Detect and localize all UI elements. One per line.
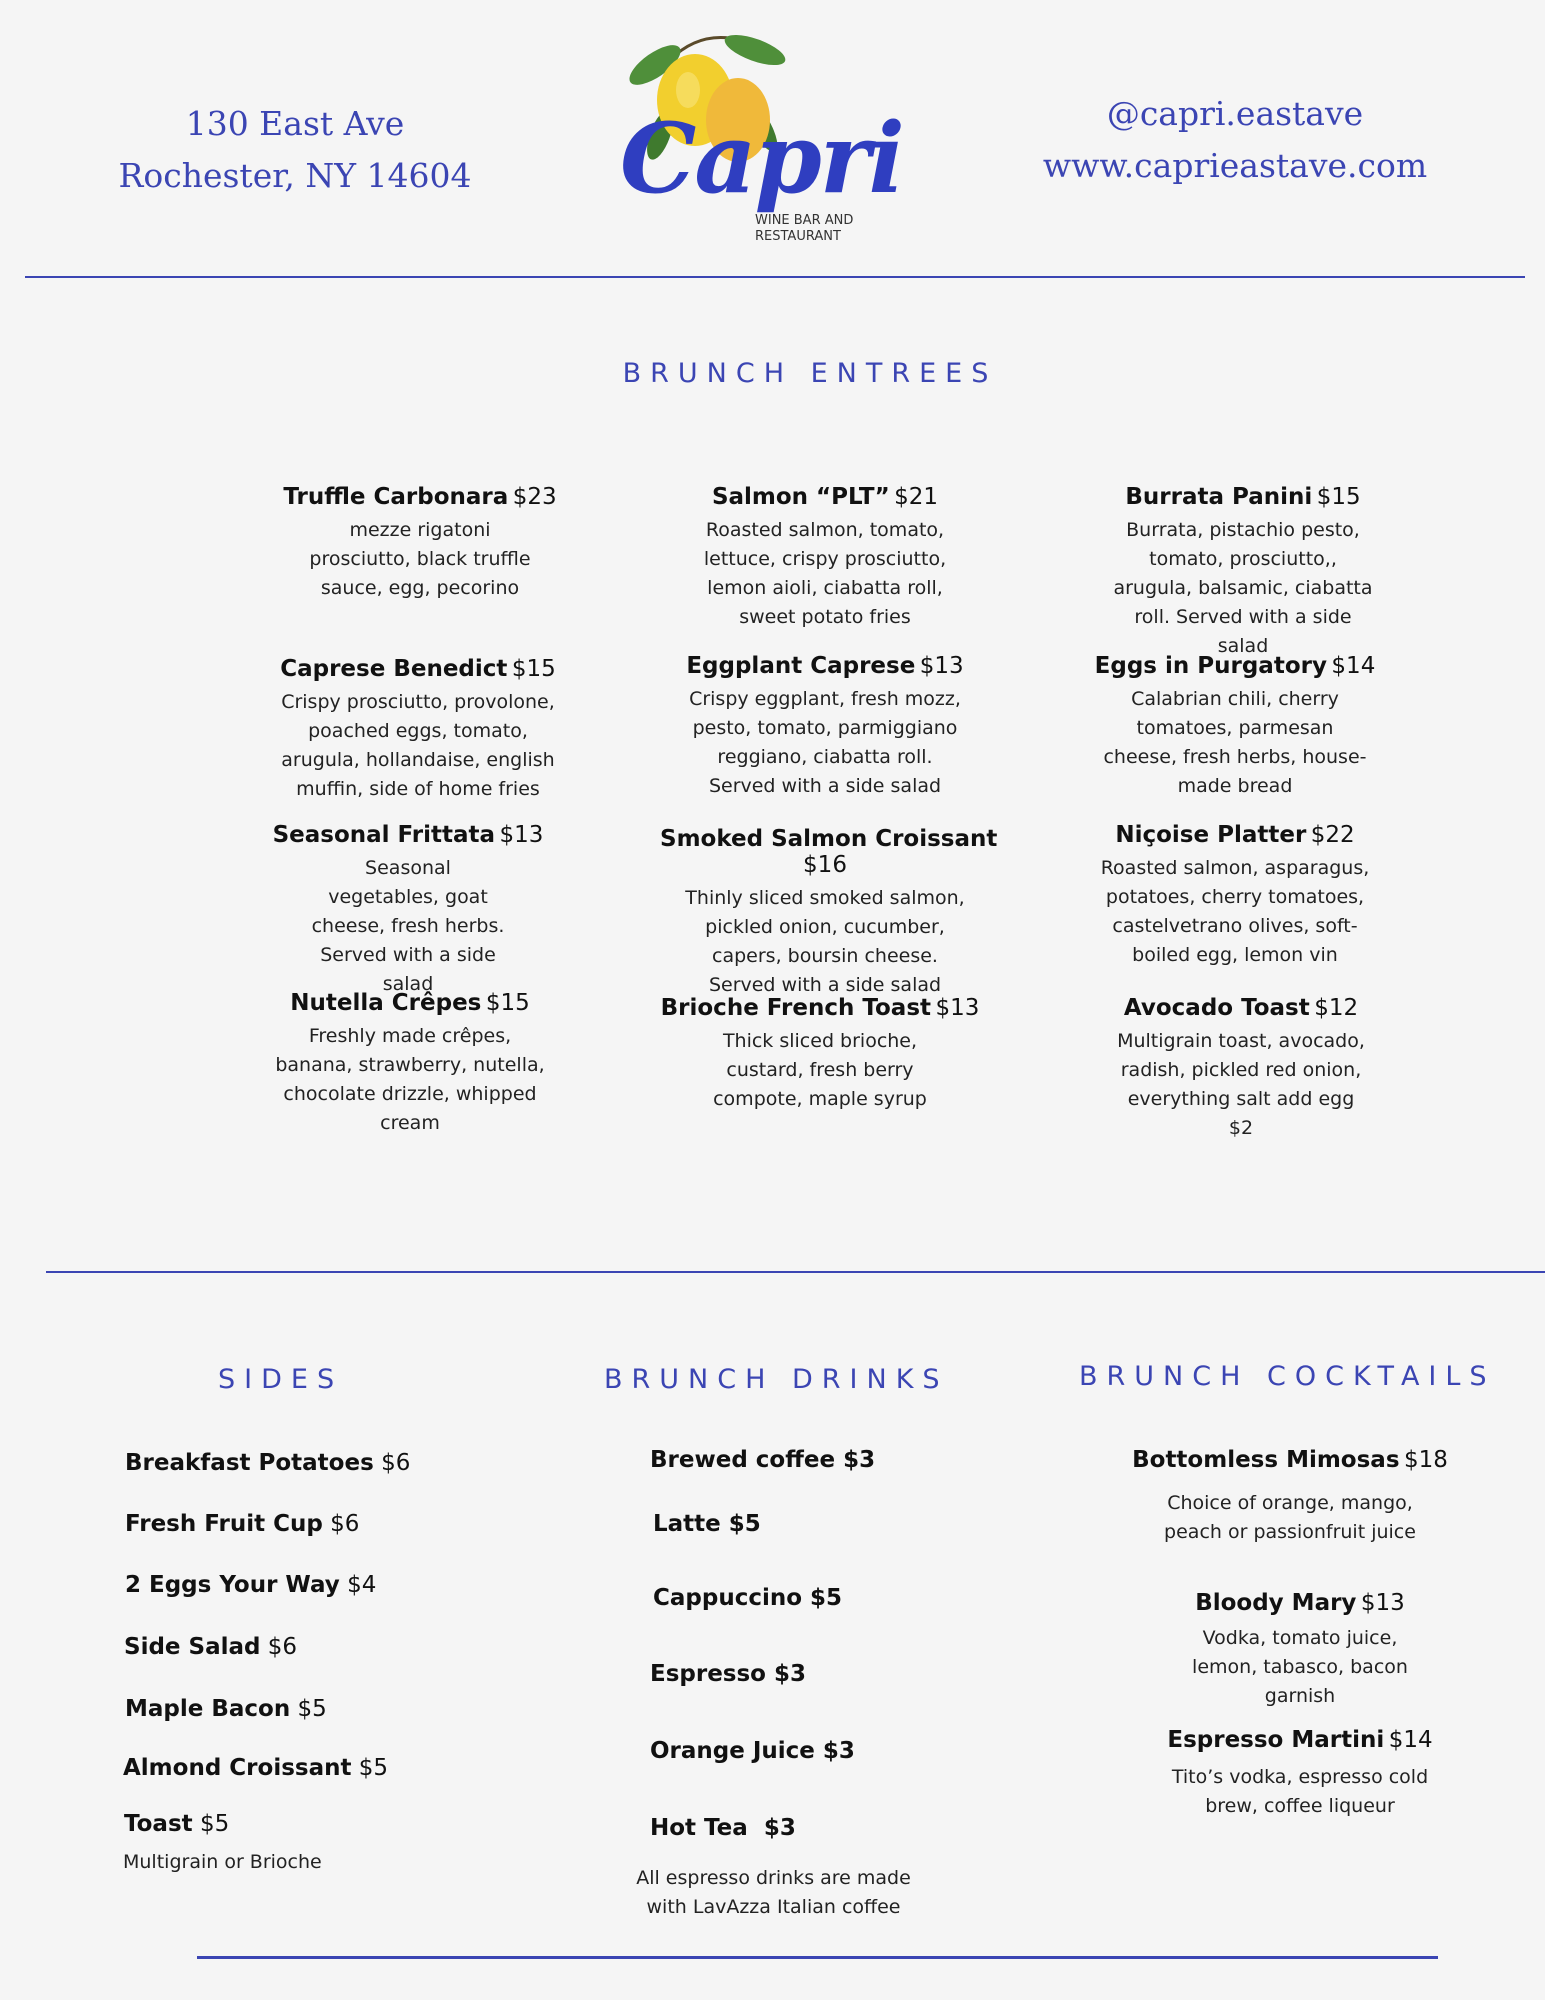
entree-name: Niçoise Platter <box>1115 822 1307 848</box>
entree-price: $16 <box>803 852 847 878</box>
entree-name: Brioche French Toast <box>660 995 932 1021</box>
entree-desc: mezze rigatoni prosciutto, black truffle sauce, egg, pecorino <box>309 519 531 599</box>
cocktail-price: $13 <box>1360 1590 1405 1616</box>
address-line-2: Rochester, NY 14604 <box>118 156 472 195</box>
entree-eggplant-caprese <box>660 653 990 801</box>
drink-item <box>650 1815 796 1841</box>
capri-logo <box>600 20 903 270</box>
entree-name: Salmon “PLT” <box>711 484 890 510</box>
social-handle[interactable]: @capri.eastave <box>1106 94 1364 133</box>
entree-desc: Roasted salmon, tomato, lettuce, crispy prosciutto, lemon aioli, ciabatta roll, sweet potato fries <box>703 519 947 628</box>
drink-name: Espresso $3 <box>650 1661 807 1687</box>
side-name: Side Salad <box>124 1634 261 1660</box>
address-line-1: 130 East Ave <box>185 104 405 143</box>
entree-nicoise-platter <box>1070 822 1400 970</box>
entree-brioche-french-toast <box>655 995 985 1114</box>
entree-eggs-in-purgatory <box>1070 653 1400 801</box>
entree-smoked-salmon-croissant <box>660 826 998 1000</box>
entree-price: $23 <box>512 484 557 510</box>
entree-desc: Roasted salmon, asparagus, potatoes, cherry tomatoes, castelvetrano olives, soft-boiled egg, lemon vin <box>1100 857 1370 966</box>
entree-name: Eggs in Purgatory <box>1094 653 1327 679</box>
cocktail-price: $14 <box>1388 1727 1433 1753</box>
entree-name: Avocado Toast <box>1123 995 1310 1021</box>
logo-tagline-line-2: RESTAURANT <box>755 229 841 244</box>
drink-item <box>650 1447 875 1473</box>
entree-price: $15 <box>511 656 556 682</box>
entree-price: $13 <box>935 995 980 1021</box>
entree-name: Seasonal Frittata <box>272 822 496 848</box>
toast-note: Multigrain or Brioche <box>123 1851 322 1873</box>
entree-desc: Calabrian chili, cherry tomatoes, parmesan cheese, fresh herbs, house-made bread <box>1103 688 1367 797</box>
cocktail-bottomless-mimosas <box>1130 1447 1450 1547</box>
entrees-title: BRUNCH ENTREES <box>622 358 998 389</box>
entree-caprese-benedict <box>253 656 583 804</box>
drink-name: Latte $5 <box>653 1511 761 1537</box>
side-item <box>124 1634 297 1660</box>
side-item <box>125 1511 359 1537</box>
entree-name: Smoked Salmon Croissant <box>660 826 998 852</box>
entree-price: $13 <box>499 822 544 848</box>
side-item <box>123 1755 388 1781</box>
drink-name: Hot Tea $3 <box>650 1815 796 1841</box>
side-item <box>125 1696 327 1722</box>
entree-truffle-carbonara <box>255 484 585 603</box>
cocktail-price: $18 <box>1403 1447 1448 1473</box>
drink-name: Brewed coffee $3 <box>650 1447 876 1473</box>
cocktail-name: Bottomless Mimosas <box>1132 1447 1400 1473</box>
entree-nutella-crepes <box>245 990 575 1138</box>
entree-price: $14 <box>1331 653 1376 679</box>
entree-name: Caprese Benedict <box>280 656 508 682</box>
entree-name: Nutella Crêpes <box>290 990 482 1016</box>
side-item <box>124 1811 229 1837</box>
entree-desc: Crispy prosciutto, provolone, poached eggs, tomato, arugula, hollandaise, english muffin, side of home fries <box>281 691 555 800</box>
drink-item <box>653 1585 842 1611</box>
entrees-divider <box>46 1271 1545 1273</box>
side-name: Fresh Fruit Cup <box>125 1511 323 1537</box>
entree-avocado-toast <box>1076 995 1406 1143</box>
espresso-note: All espresso drinks are made with LavAzza Italian coffee <box>636 1867 911 1918</box>
entree-price: $22 <box>1310 822 1355 848</box>
drink-item <box>650 1661 806 1687</box>
entree-desc: Thick sliced brioche, custard, fresh berry compote, maple syrup <box>713 1030 927 1110</box>
side-item <box>125 1572 376 1598</box>
entree-name: Eggplant Caprese <box>686 653 916 679</box>
side-price: $5 <box>358 1755 389 1781</box>
header-divider <box>25 276 1525 278</box>
logo-script: Capri <box>620 102 903 215</box>
side-price: $5 <box>199 1811 230 1837</box>
side-name: Breakfast Potatoes <box>125 1450 374 1476</box>
drink-item <box>653 1511 761 1537</box>
side-price: $5 <box>297 1696 327 1722</box>
entree-desc: Burrata, pistachio pesto, tomato, prosciutto,, arugula, balsamic, ciabatta roll. Served with a side salad <box>1113 519 1373 657</box>
cocktail-desc: Vodka, tomato juice, lemon, tabasco, bacon garnish <box>1192 1627 1408 1707</box>
logo-tagline-line-1: WINE BAR AND <box>755 213 854 228</box>
entree-name: Burrata Panini <box>1125 484 1313 510</box>
website-link[interactable]: www.caprieastave.com <box>1042 146 1428 185</box>
entree-price: $15 <box>1316 484 1361 510</box>
entree-name: Truffle Carbonara <box>283 484 509 510</box>
side-name: 2 Eggs Your Way <box>125 1572 340 1598</box>
cocktail-bloody-mary <box>1140 1590 1460 1711</box>
entree-price: $21 <box>894 484 939 510</box>
side-name: Maple Bacon <box>125 1696 291 1722</box>
side-price: $4 <box>347 1572 377 1598</box>
side-price: $6 <box>330 1511 360 1537</box>
drinks-title: BRUNCH DRINKS <box>604 1364 949 1395</box>
footer-divider <box>197 1956 1438 1959</box>
cocktails-title: BRUNCH COCKTAILS <box>1079 1361 1496 1392</box>
side-price: $6 <box>381 1450 411 1476</box>
entree-desc: Thinly sliced smoked salmon, pickled onion, cucumber, capers, boursin cheese. Served with a side salad <box>685 887 965 996</box>
contact <box>1015 88 1455 192</box>
entree-price: $13 <box>919 653 964 679</box>
cocktail-name: Espresso Martini <box>1167 1727 1385 1753</box>
cocktail-espresso-martini <box>1140 1727 1460 1821</box>
side-price: $6 <box>267 1634 298 1660</box>
logo-tagline <box>755 213 853 245</box>
entree-burrata-panini <box>1078 484 1408 661</box>
entree-desc: Crispy eggplant, fresh mozz, pesto, tomato, parmiggiano reggiano, ciabatta roll. Served with a side salad <box>689 688 961 797</box>
side-name: Toast <box>124 1811 193 1837</box>
drink-item <box>650 1738 855 1764</box>
sides-title: SIDES <box>218 1364 344 1395</box>
cocktail-desc: Tito’s vodka, espresso cold brew, coffee liqueur <box>1171 1766 1429 1817</box>
address <box>75 98 515 202</box>
entree-desc: Seasonal vegetables, goat cheese, fresh herbs. Served with a side salad <box>311 857 505 995</box>
cocktail-desc: Choice of orange, mango, peach or passionfruit juice <box>1164 1492 1416 1543</box>
entree-desc: Freshly made crêpes, banana, strawberry, nutella, chocolate drizzle, whipped cream <box>275 1025 545 1134</box>
side-name: Almond Croissant <box>123 1755 352 1781</box>
cocktail-name: Bloody Mary <box>1195 1590 1357 1616</box>
drink-name: Orange Juice $3 <box>650 1738 855 1764</box>
drink-name: Cappuccino $5 <box>653 1585 843 1611</box>
entree-desc: Multigrain toast, avocado, radish, pickled red onion, everything salt add egg $2 <box>1117 1030 1365 1139</box>
entree-price: $12 <box>1314 995 1359 1021</box>
entree-salmon-plt <box>660 484 990 632</box>
entree-price: $15 <box>485 990 530 1016</box>
entree-seasonal-frittata <box>243 822 573 999</box>
side-item <box>125 1450 410 1476</box>
